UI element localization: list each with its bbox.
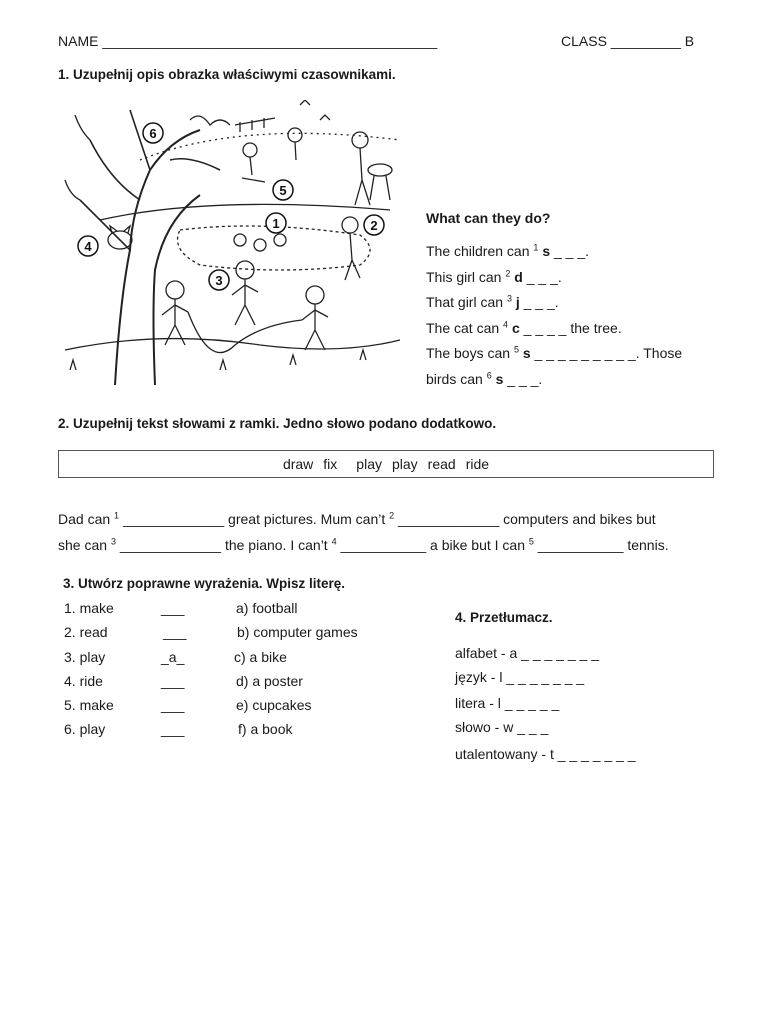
picture-number: 1 [272,216,280,231]
word-box [58,450,714,478]
picture-number: 2 [370,218,378,233]
word-box-item: read [427,456,456,472]
translation-item: język - l _ _ _ _ _ _ _ [455,669,585,685]
sentence-line: This girl can $^2$ d _ _ _. [426,267,562,285]
sentence-line: The cat can $^4$ c _ _ _ _ the tree. [426,318,622,336]
picture-number: 4 [84,239,92,254]
translation-item: alfabet - a _ _ _ _ _ _ _ [455,645,599,661]
answer-blank: ___ [163,624,187,640]
word-box-item: play [356,456,382,472]
word-box-item: ride [465,456,490,472]
class-field-label: CLASS _________ B [561,33,695,49]
exercise-1-sentences [426,239,682,392]
sentence-line: The boys can $^5$ s _ _ _ _ _ _ _ _ _. Those [426,344,683,361]
answer-blank: ___ [161,721,185,737]
picture-number: 5 [279,183,287,198]
exercise-4-title: 4. Przetłumacz. [455,610,553,625]
answer-blank: ___ [161,697,185,713]
word-box-item: draw [282,456,314,472]
picture-number: 6 [149,126,157,141]
translation-item: słowo - w _ _ _ [455,719,549,735]
translation-item: litera - l _ _ _ _ _ [455,695,560,711]
word-box-item: play [391,456,418,472]
translation-item: utalentowany - t _ _ _ _ _ _ _ [455,746,636,762]
exercise-1-title: 1. Uzupełnij opis obrazka właściwymi czasownikami. [58,67,396,82]
exercise-2-text-line-2: she can $^3$ _____________ the piano. I can’t $^4$ ___________ a bike but I can $^5$ ___________ tennis. [58,536,669,553]
word-box-item: fix [323,456,338,472]
picture-number: 3 [215,273,223,288]
sentence-line: birds can $^6$ s _ _ _. [426,369,543,387]
park-illustration [60,100,410,390]
name-field-label: NAME ___________________________________________ [58,33,438,49]
answer-blank: _a_ [161,649,185,665]
exercise-2-text-line-1: Dad can $^1$ _____________ great pictures. Mum can’t $^2$ _____________ computers and bikes but [58,510,656,527]
exercise-1-subtitle: What can they do? [426,210,551,226]
answer-blank: ___ [161,673,185,689]
answer-blank: ___ [161,600,185,616]
sentence-line: The children can $^1$ s _ _ _. [426,242,590,259]
exercise-3-title: 3. Utwórz poprawne wyrażenia. Wpisz literę. [63,576,346,591]
sentence-line: That girl can $^3$ j _ _ _. [426,293,559,310]
exercise-2-title: 2. Uzupełnij tekst słowami z ramki. Jedno słowo podano dodatkowo. [58,416,497,431]
